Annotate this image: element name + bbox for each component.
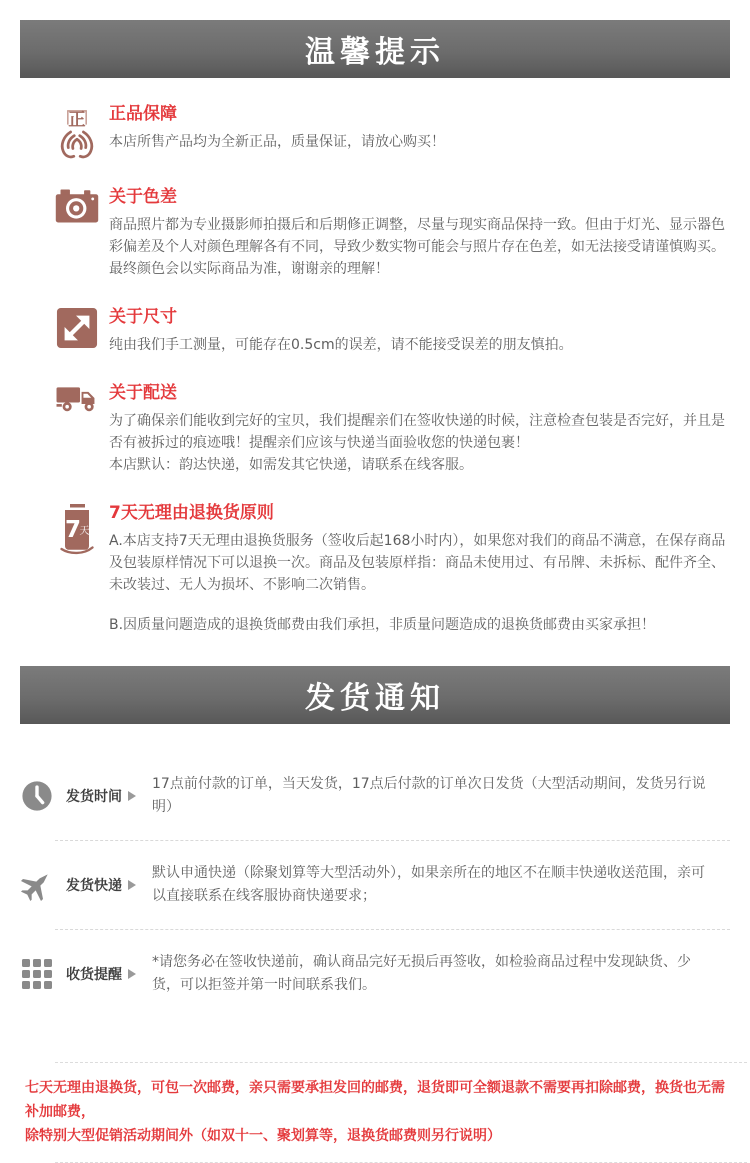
shipping-banner-title: 发货通知 [305,681,445,716]
tip-color-difference [55,187,735,280]
svg-text:正: 正 [68,110,86,131]
shipping-label-receipt: 收货提醒 [66,967,122,983]
camera-icon [55,187,99,225]
return-policy-footer [0,1076,750,1148]
svg-text:天: 天 [79,526,90,537]
tip-text: B.因质量问题造成的退换货邮费由我们承担，非质量问题造成的退换货邮费由买家承担！ [109,617,656,633]
seven-day-calendar-icon [58,503,96,555]
tip-text: 纯由我们手工测量，可能存在0.5cm的误差，请不能接受误差的朋友慎拍。 [109,337,573,353]
shipping-row-express [20,841,730,929]
clock-icon [21,780,53,812]
right-arrow-icon [128,791,136,801]
delivery-truck-icon [55,383,99,416]
shipping-text: 默认申通快递（除聚划算等大型活动外），如果亲所在的地区不在顺丰快递收送范围，亲可以直接联系在线客服协商快递要求； [152,865,705,904]
shipping-label-time: 发货时间 [66,789,122,805]
tip-size [55,307,735,356]
tips-section-list [0,78,750,636]
grid-icon [22,959,52,989]
tip-title-return-policy: 7天无理由退换货原则 [109,503,274,523]
airplane-icon [20,868,54,902]
right-arrow-icon [128,880,136,890]
divider [55,1062,747,1063]
tips-banner-title: 温馨提示 [305,35,445,70]
tip-text: A.本店支持7天无理由退换货服务（签收后起168小时内），如果您对我们的商品不满意，在保存商品及包装原样情况下可以退换一次。商品及包装原样指：商品未使用过、有吊牌、未拆标、配件齐全、未改装过、无人为损坏、不影响二次销售。 [109,533,726,593]
tip-title-size: 关于尺寸 [109,307,177,327]
tip-text: 本店默认：韵达快递，如需发其它快递，请联系在线客服。 [109,457,473,473]
tip-text: 本店所售产品均为全新正品，质量保证，请放心购买！ [109,134,445,150]
shipping-row-receipt [20,930,730,1018]
svg-text:7: 7 [64,517,82,543]
shipping-text: *请您务必在签收快递前，确认商品完好无损后再签收，如检验商品过程中发现缺货、少货，可以拒签并第一时间联系我们。 [152,954,691,993]
shipping-info-list [0,752,750,1018]
tip-title-delivery: 关于配送 [109,383,177,403]
size-ruler-icon [56,307,98,349]
tip-text: 商品照片都为专业摄影师拍摄后和后期修正调整，尽量与现实商品保持一致。但由于灯光、显示器色彩偏差及个人对颜色理解各有不同，导致少数实物可能会与照片存在色差，如无法接受请谨慎购买。 [109,217,725,255]
right-arrow-icon [128,969,136,979]
shipping-text: 17点前付款的订单，当天发货，17点后付款的订单次日发货（大型活动期间，发货另行说明） [152,776,706,815]
authentic-hands-icon [55,104,99,160]
tips-banner [20,20,730,78]
shipping-label-express: 发货快递 [66,878,122,894]
shipping-row-time [20,752,730,840]
tip-text: 最终颜色会以实际商品为准，谢谢亲的理解！ [109,261,389,277]
tip-title-color: 关于色差 [109,187,177,207]
tip-title-authenticity: 正品保障 [109,104,177,124]
footer-text: 七天无理由退换货，可包一次邮费，亲只需要承担发回的邮费，退货即可全额退款不需要再扣除邮费，换货也无需补加邮费， [25,1080,725,1120]
tip-seven-day-return [55,503,735,636]
tip-delivery [55,383,735,476]
footer-text: 除特别大型促销活动期间外（如双十一、聚划算等，退换货邮费则另行说明） [25,1128,501,1144]
tip-text: 为了确保亲们能收到完好的宝贝，我们提醒亲们在签收快递的时候，注意检查包装是否完好，并且是否有被拆过的痕迹哦！提醒亲们应该与快递当面验收您的快递包裹！ [109,413,725,451]
shipping-banner [20,666,730,724]
tip-authenticity [55,104,735,160]
